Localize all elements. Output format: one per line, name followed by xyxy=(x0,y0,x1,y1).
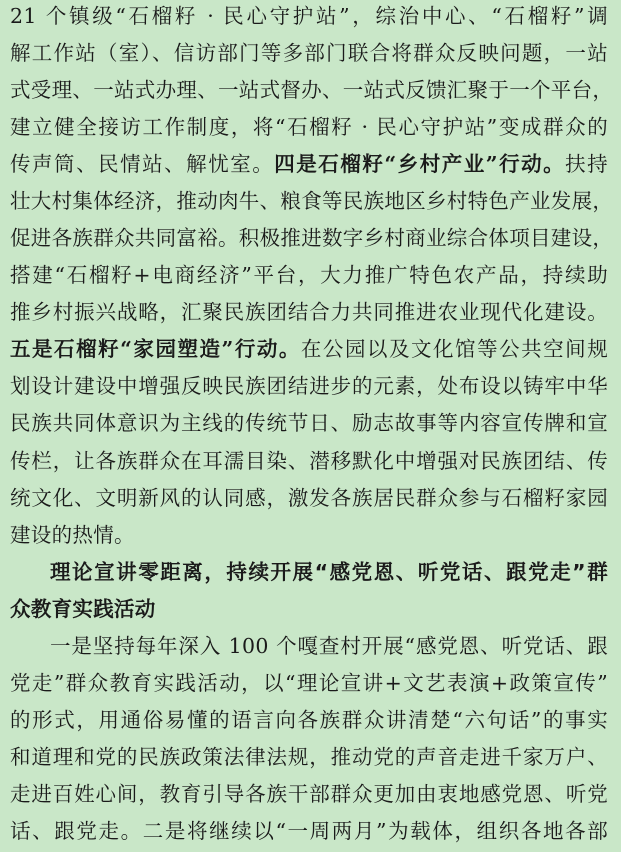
text-line: 壮大村集体经济，推动肉牛、粮食等民族地区乡村特色产业发展， xyxy=(10,189,614,213)
text-line: 和道理和党的民族政策法律法规，推动党的声音走进千家万户、 xyxy=(10,745,608,769)
text-line: 传栏，让各族群众在耳濡目染、潜移默化中增强对民族团结、传 xyxy=(10,449,608,473)
text-line-mixed xyxy=(10,150,608,178)
text-line: 推乡村振兴战略，汇聚民族团结合力共同推进农业现代化建设。 xyxy=(10,300,608,324)
text-line: 统文化、文明新风的认同感，激发各族居民群众参与石榴籽家园 xyxy=(10,486,608,510)
text-line: 21 个镇级“石榴籽 · 民心守护站”，综治中心、“石榴籽”调 xyxy=(10,4,608,28)
text-line: 促进各族群众共同富裕。积极推进数字乡村商业综合体项目建设， xyxy=(10,226,614,250)
text-line: 建设的热情。 xyxy=(10,523,135,547)
section-heading: 众教育实践活动 xyxy=(10,597,156,621)
text-line: 搭建“石榴籽+电商经济”平台，大力推广特色农产品，持续助 xyxy=(10,263,608,287)
section-heading: 理论宣讲零距离，持续开展“感党恩、听党话、跟党走”群 xyxy=(50,560,608,584)
text-line: 建立健全接访工作制度，将“石榴籽 · 民心守护站”变成群众的 xyxy=(10,115,608,139)
text-run: 扶持 xyxy=(565,152,608,176)
text-line: 走进百姓心间，教育引导各族干部群众更加由衷地感党恩、听党 xyxy=(10,782,608,806)
bold-run-item-four: 四是石榴籽“乡村产业”行动。 xyxy=(274,152,566,176)
text-line: 民族共同体意识为主线的传统节日、励志故事等内容宣传牌和宣 xyxy=(10,411,608,435)
text-line: 解工作站（室）、信访部门等多部门联合将群众反映问题，一站 xyxy=(10,41,608,65)
text-line: 的形式，用通俗易懂的语言向各族群众讲清楚“六句话”的事实 xyxy=(10,708,608,732)
text-line: 一是坚持每年深入 100 个嘎查村开展“感党恩、听党话、跟 xyxy=(50,634,608,658)
text-line: 话、跟党走。二是将继续以“一周两月”为载体，组织各地各部 xyxy=(10,819,608,843)
text-line-mixed xyxy=(10,335,608,363)
text-line: 式受理、一站式办理、一站式督办、一站式反馈汇聚于一个平台， xyxy=(10,78,614,102)
text-line: 党走”群众教育实践活动，以“理论宣讲+文艺表演+政策宣传” xyxy=(10,671,608,695)
text-run: 传声筒、民情站、解忧室。 xyxy=(10,152,275,176)
bold-run-item-five: 五是石榴籽“家园塑造”行动。 xyxy=(10,337,301,361)
text-line: 划设计建设中增强反映民族团结进步的元素，处布设以铸牢中华 xyxy=(10,374,608,398)
text-run: 在公园以及文化馆等公共空间规 xyxy=(300,337,608,361)
